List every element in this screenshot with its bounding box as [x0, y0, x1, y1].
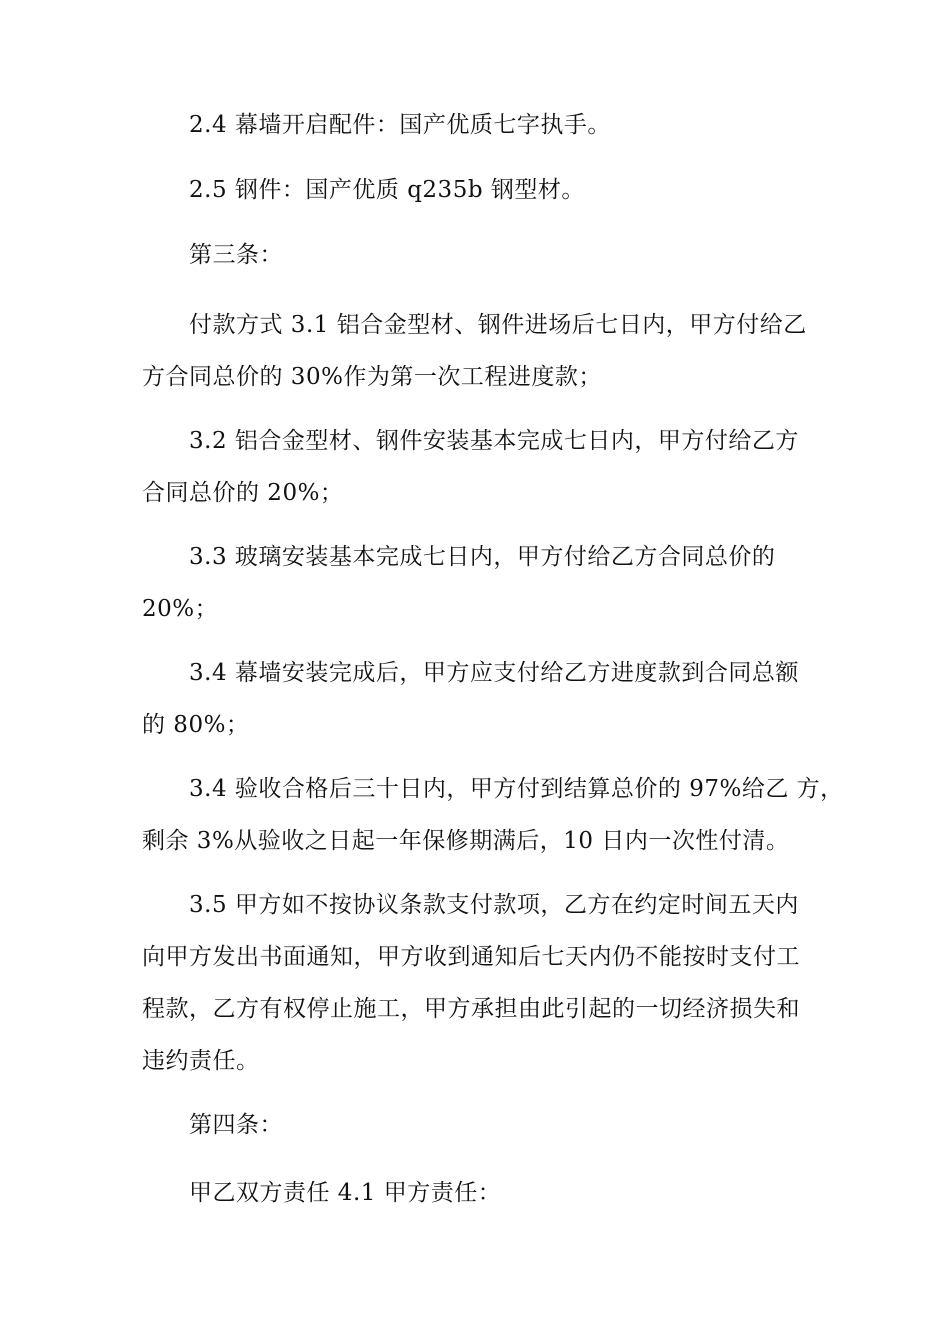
text-line-3-3-a: 3.3 玻璃安装基本完成七日内，甲方付给乙方合同总价的 [189, 544, 776, 570]
article-four-heading: 第四条： [189, 1112, 283, 1138]
text-line-3-4-acceptance-a: 3.4 验收合格后三十日内，甲方付到结算总价的 97%给乙 方， [189, 776, 844, 802]
text-line-3-5-c: 程款，乙方有权停止施工，甲方承担由此引起的一切经济损失和 [142, 996, 800, 1022]
text-line-3-5-a: 3.5 甲方如不按协议条款支付款项，乙方在约定时间五天内 [189, 892, 799, 918]
text-line-3-3-b: 20%； [142, 596, 219, 622]
text-line-2-4: 2.4 幕墙开启配件：国产优质七字执手。 [189, 112, 611, 138]
text-line-3-1-b: 方合同总价的 30%作为第一次工程进度款； [142, 364, 602, 390]
text-line-2-5: 2.5 钢件：国产优质 q235b 钢型材。 [189, 177, 585, 203]
text-line-3-5-b: 向甲方发出书面通知，甲方收到通知后七天内仍不能按时支付工 [142, 944, 800, 970]
text-line-3-4-a: 3.4 幕墙安装完成后，甲方应支付给乙方进度款到合同总额 [189, 660, 799, 686]
text-line-3-2-a: 3.2 铝合金型材、钢件安装基本完成七日内，甲方付给乙方 [189, 428, 799, 454]
text-line-3-1-a: 付款方式 3.1 铝合金型材、钢件进场后七日内，甲方付给乙 [189, 312, 807, 338]
text-line-3-2-b: 合同总价的 20%； [142, 480, 344, 506]
text-line-3-4-acceptance-b: 剩余 3%从验收之日起一年保修期满后，10 日内一次性付清。 [142, 828, 790, 854]
text-line-3-4-b: 的 80%； [142, 712, 250, 738]
text-line-3-5-d: 违约责任。 [142, 1048, 260, 1074]
article-three-heading: 第三条： [189, 242, 283, 268]
text-line-4-1: 甲乙双方责任 4.1 甲方责任： [189, 1180, 502, 1206]
